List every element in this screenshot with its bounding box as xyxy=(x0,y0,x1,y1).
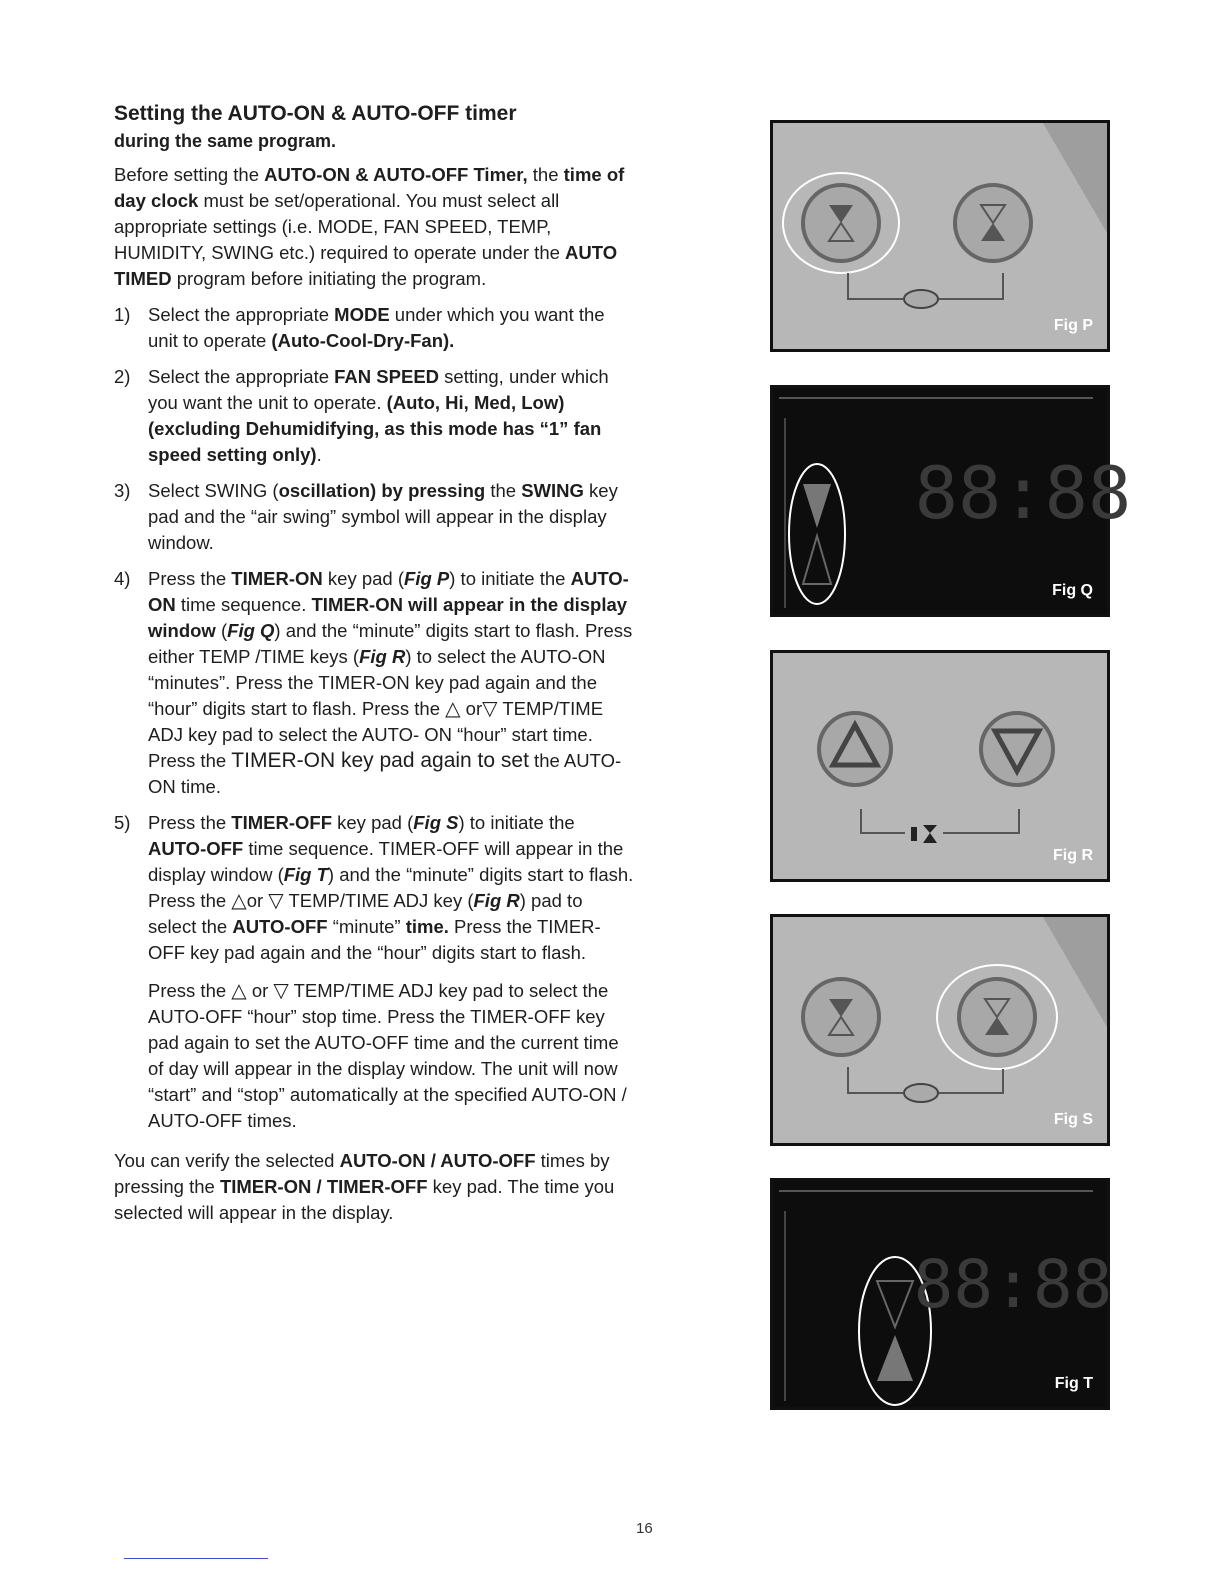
temp-time-keys-graphic xyxy=(773,653,1107,879)
step-3: 3) Select SWING (oscillation) by pressing the SWING key pad and the “air swing” symbol will appear in the display window. xyxy=(114,480,618,553)
instructions-column xyxy=(114,100,634,1236)
outro-paragraph: You can verify the selected AUTO-ON / AUTO-OFF times by pressing the TIMER-ON / TIMER-OFF key pad. The time you selected will appear in the display. xyxy=(114,1150,615,1223)
figure-s xyxy=(770,914,1110,1146)
figure-p xyxy=(770,120,1110,352)
timer-led-icon xyxy=(904,1084,938,1102)
intro-paragraph: Before setting the AUTO-ON & AUTO-OFF Timer, the time of day clock must be set/operational. You must select all appropriate settings (i.e. MODE, FAN SPEED, TEMP, HUMIDITY, SWING etc.) required to operate under the AUTO TIMED program before initiating the program. xyxy=(114,164,625,289)
fig-t-label: Fig T xyxy=(1054,1375,1093,1392)
display-window-graphic xyxy=(773,388,1132,614)
timer-keypads-graphic xyxy=(773,917,1107,1143)
fig-r-label: Fig R xyxy=(1053,847,1093,864)
fig-s-label: Fig S xyxy=(1053,1111,1093,1128)
down-triangle-icon: ▽ xyxy=(273,980,289,1002)
steps-list xyxy=(114,302,634,1134)
step-2: 2) Select the appropriate FAN SPEED setting, under which you want the unit to operate. (Auto, Hi, Med, Low) (excluding Dehumidifying, as this mode has “1” fan speed setting only). xyxy=(114,366,609,465)
page-title: Setting the AUTO-ON & AUTO-OFF timer xyxy=(114,102,517,125)
timer-keypads-graphic xyxy=(773,123,1107,349)
page-number: 16 xyxy=(636,1520,653,1537)
footer-rule xyxy=(124,1558,268,1559)
up-triangle-icon: △ xyxy=(231,980,247,1002)
fig-p-label: Fig P xyxy=(1053,317,1093,334)
figure-q xyxy=(770,385,1132,617)
fig-q-label: Fig Q xyxy=(1052,582,1093,599)
step-4: 4) Press the TIMER-ON key pad (Fig P) to initiate the AUTO-ON time sequence. TIMER-ON will appear in the display window (Fig Q) and the “minute” digits start to flash. Press either TEMP /TIME keys (Fig R) to select the AUTO-ON “minutes”. Press the TIMER-ON key pad again and the “hour” digits start to flash. Press the △ or▽ TEMP/TIME ADJ key pad to select the AUTO- ON “hour” start time. Press the TIMER-ON key pad again to set the AUTO-ON time. xyxy=(114,568,633,797)
hourglass-icon xyxy=(923,825,937,843)
up-triangle-icon: △ xyxy=(231,890,247,912)
thermometer-icon xyxy=(911,827,917,841)
step-5: 5) Press the TIMER-OFF key pad (Fig S) to initiate the AUTO-OFF time sequence. TIMER-OFF will appear in the display window (Fig T) and the “minute” digits start to flash. Press the △or ▽ TEMP/TIME ADJ key (Fig R) pad to select the AUTO-OFF “minute” time. Press the TIMER-OFF key pad again and the “hour” digits start to flash. Press the △ or ▽ TEMP/TIME ADJ key pad to select the AUTO-OFF “hour” stop time. Press the TIMER-OFF key pad again to set the AUTO-OFF time and the current time of day will appear in the display window. The unit will now “start” and “stop” automatically at the specified AUTO-ON / AUTO-OFF times. xyxy=(114,810,634,1134)
display-window-graphic xyxy=(773,1181,1113,1407)
step-1: 1) Select the appropriate MODE under which you want the unit to operate (Auto-Cool-Dry-Fan). xyxy=(114,304,605,351)
page-subtitle: during the same program. xyxy=(114,131,337,151)
clock-digits: 88:88 xyxy=(913,1246,1113,1323)
clock-digits: 88:88 xyxy=(914,451,1132,535)
figure-t xyxy=(770,1178,1113,1410)
up-triangle-icon: △ xyxy=(445,698,461,720)
down-triangle-icon: ▽ xyxy=(268,890,284,912)
panel-shadow xyxy=(1043,123,1107,233)
figure-r xyxy=(770,650,1110,882)
step-5-continued: Press the △ or ▽ TEMP/TIME ADJ key pad to select the AUTO-OFF “hour” stop time. Press the TIMER-OFF key pad again to set the AUTO-OFF time and the current time of day will appear in the display window. The unit will now “start” and “stop” automatically at the specified AUTO-ON / AUTO-OFF times. xyxy=(148,980,627,1131)
timer-led-icon xyxy=(904,290,938,308)
down-triangle-icon: ▽ xyxy=(482,698,498,720)
